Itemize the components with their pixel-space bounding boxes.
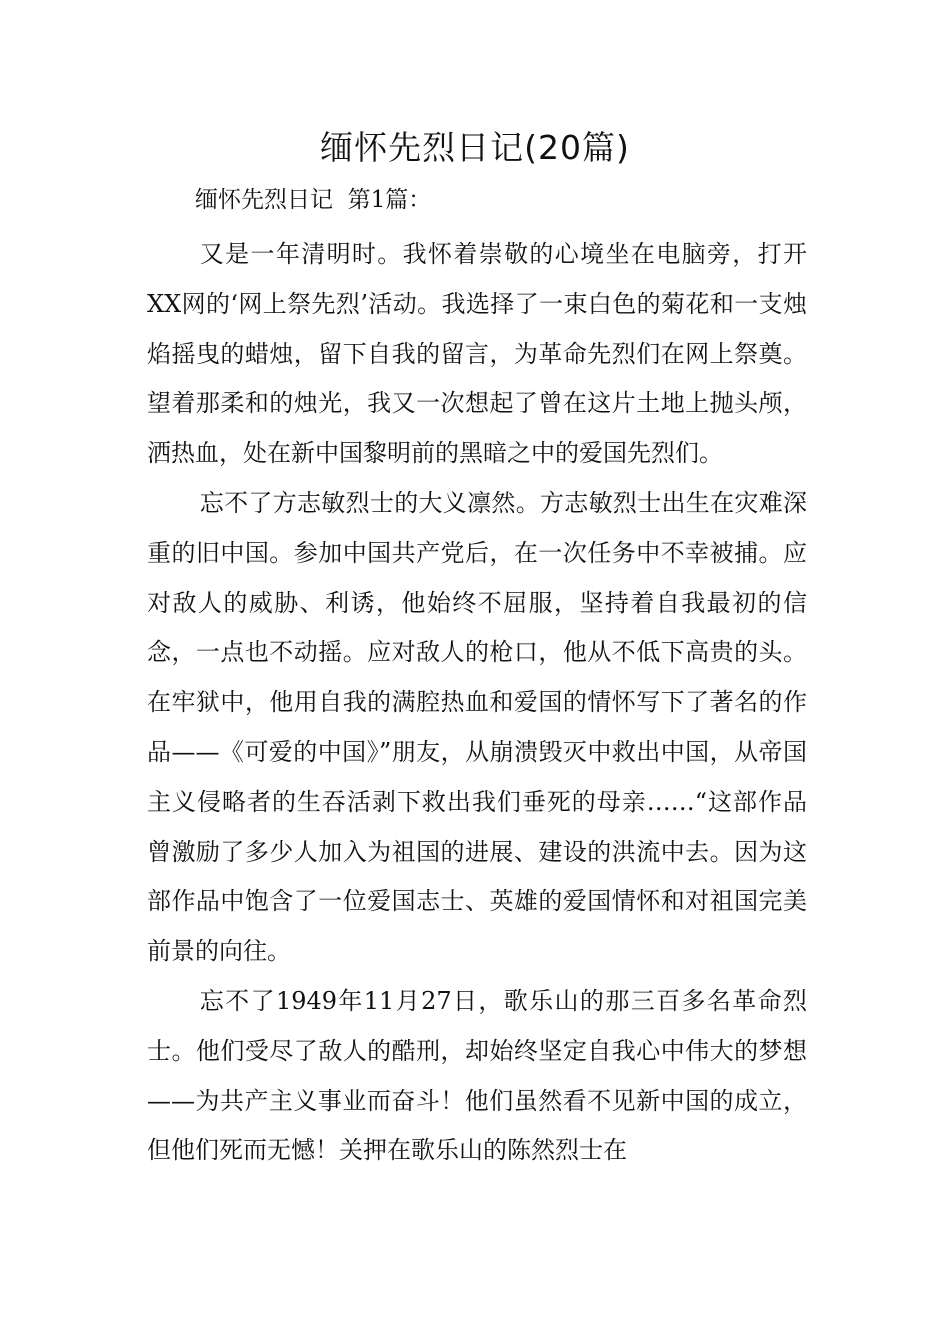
- paragraph-2: 忘不了方志敏烈士的大义凛然。方志敏烈士出生在灾难深重的旧中国。参加中国共产党后，在一次任务中不幸被捕。应对敌人的威胁、利诱，他始终不屈服，坚持着自我最初的信念，一点也不动摇。应对敌人的枪口，他从不低下高贵的头。在牢狱中，他用自我的满腔热血和爱国的情怀写下了著名的作品——《可爱的中国》”朋友，从崩溃毁灭中救出中国，从帝国主义侵略者的生吞活剥下救出我们垂死的母亲……“这部作品曾激励了多少人加入为祖国的进展、建设的洪流中去。因为这部作品中饱含了一位爱国志士、英雄的爱国情怀和对祖国完美前景的向往。: [147, 488, 807, 966]
- document-subtitle: 缅怀先烈日记 第1篇：: [195, 187, 432, 213]
- paragraph-3: 忘不了1949年11月27日，歌乐山的那三百多名革命烈士。他们受尽了敌人的酷刑，却始终坚定自我心中伟大的梦想——为共产主义事业而奋斗！他们虽然看不见新中国的成立，但他们死而无憾！关押在歌乐山的陈然烈士在: [147, 986, 807, 1165]
- document-body: [147, 230, 807, 1176]
- document-title: 缅怀先烈日记(20篇): [320, 128, 630, 167]
- paragraph-1: 又是一年清明时。我怀着崇敬的心境坐在电脑旁，打开XX网的‘网上祭先烈’活动。我选择了一束白色的菊花和一支烛焰摇曳的蜡烛，留下自我的留言，为革命先烈们在网上祭奠。望着那柔和的烛光，我又一次想起了曾在这片土地上抛头颅，洒热血，处在新中国黎明前的黑暗之中的爱国先烈们。: [147, 240, 807, 468]
